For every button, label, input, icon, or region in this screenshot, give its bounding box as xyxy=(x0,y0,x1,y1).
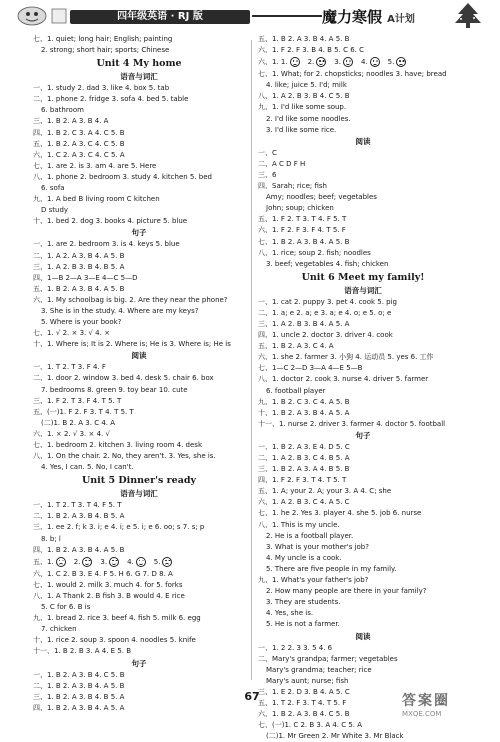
unit-title: Unit 6 Meet my family! xyxy=(301,271,425,283)
answer-line: 九、1. What's your father's job? xyxy=(258,576,369,585)
answer-line: 九、1. B 2. C 3. C 4. A 5. B xyxy=(258,397,350,406)
answer-line: 6. football player xyxy=(266,386,326,395)
answer-line: 十、1. B 2. A 3. B 4. A 5. A xyxy=(258,408,350,417)
answer-line: 一、1. B 2. A 3. B 4. C 5. B xyxy=(33,670,125,679)
face-number: 1. xyxy=(47,557,54,566)
answer-line: 五、1. F 2. T 3. T 4. F 5. T xyxy=(258,215,347,224)
answer-line: 3. They are students. xyxy=(266,598,341,607)
face-number: 4. xyxy=(360,58,368,67)
answer-line: Amy; noodles; beef; vegetables xyxy=(266,193,377,202)
section-heading: 句子 xyxy=(131,658,147,668)
answer-line: 三、1. ee 2. f; k 3. i; e 4. i; e 5. i; e 6. oo; s 7. s; p xyxy=(33,523,205,532)
answer-line: 一、C xyxy=(258,148,277,157)
answer-line: 5. He is not a farmer. xyxy=(266,620,340,629)
answer-line: 8. b; l xyxy=(41,534,61,543)
answer-line: 五、1. A; your 2. A; your 3. A 4. C; she xyxy=(258,487,392,496)
face-row-prefix: 五、 xyxy=(33,557,47,566)
answer-line: (二)1. Mr Green 2. Mr White 3. Mr Black xyxy=(266,732,404,741)
section-heading: 阅读 xyxy=(355,631,371,641)
answer-line: 5. There are five people in my family. xyxy=(266,564,397,573)
face-number: 2. xyxy=(307,58,315,67)
section-heading: 句子 xyxy=(131,228,147,238)
face-number: 5. xyxy=(153,557,161,566)
section-heading: 语音与词汇 xyxy=(120,489,158,499)
face-answer-row xyxy=(258,56,468,69)
answer-line: 3. beef; vegetables 4. fish; chicken xyxy=(266,259,389,268)
answer-line: 五、1. B 2. A 3. B 4. A 5. B xyxy=(258,35,350,43)
sad-face-icon xyxy=(370,57,380,67)
answer-line: 六、1. × 2. √ 3. × 4. √ xyxy=(33,429,110,438)
watermark-title: 答案圈 xyxy=(402,693,450,709)
answer-line: 七、1. are 2. is 3. am 4. are 5. Here xyxy=(33,161,157,170)
answer-line: 2. strong; short hair; sports; Chinese xyxy=(41,46,170,55)
answer-line: 6. sofa xyxy=(41,184,65,193)
answer-line: 十一、1. nurse 2. driver 3. farmer 4. doctor 5. football xyxy=(258,419,446,428)
grade-subject-label: 四年级英语 · RJ 版 xyxy=(117,11,203,22)
answer-line: 五、1. B 2. A 3. C 4. A xyxy=(258,342,334,351)
answer-line: 二、1. phone 2. fridge 3. sofa 4. bed 5. table xyxy=(33,95,189,104)
face-number: 1. xyxy=(280,58,288,67)
answer-line: 5. Where is your book? xyxy=(41,318,122,327)
answer-line: 3. I'd like some rice. xyxy=(266,125,337,134)
answer-line: 六、1. My schoolbag is big. 2. Are they near the phone? xyxy=(33,295,228,304)
section-heading: 阅读 xyxy=(355,136,371,146)
answer-line: 七、1. would 2. milk 3. much 4. for 5. forks xyxy=(33,580,183,589)
smiley-face-icon xyxy=(316,57,326,67)
answer-line: 七、1—C 2—D 3—A 4—E 5—B xyxy=(258,364,363,373)
answer-line: 八、1. On the chair. 2. No, they aren't. 3. Yes, she is. xyxy=(33,452,216,461)
answer-line: 二、A C D F H xyxy=(258,159,306,168)
answer-line: 四、1. B 2. C 3. A 4. C 5. B xyxy=(33,128,125,137)
answer-line: 十、1. bed 2. dog 3. books 4. picture 5. blue xyxy=(33,217,188,226)
unit-title: Unit 4 My home xyxy=(96,58,182,70)
answer-line: 二、Mary's grandpa; farmer; vegetables xyxy=(258,654,398,663)
answer-line: 6. bathroom xyxy=(41,106,84,115)
answer-line: 八、1. rice; soup 2. fish; noodles xyxy=(258,248,371,257)
unit-title: Unit 5 Dinner's ready xyxy=(81,475,197,487)
answer-line: 三、1. A 2. B 3. B 4. B 5. A xyxy=(33,262,125,271)
header-rule xyxy=(252,15,322,17)
face-answer-line: 六、1. F 2. F 3. B 4. B 5. C 6. C xyxy=(258,46,364,55)
face-number: 4. xyxy=(127,557,134,566)
answer-line: 三、1. A 2. B 3. B 4. A 5. A xyxy=(258,319,350,328)
column-divider xyxy=(251,40,252,680)
smiley-face-icon xyxy=(82,557,92,567)
answer-line: 六、1. B 2. A 3. B 4. C 5. B xyxy=(258,710,350,719)
face-answer-row xyxy=(33,556,245,569)
section-heading: 语音与词汇 xyxy=(344,285,382,295)
brand-name: 魔力寒假 xyxy=(322,8,383,26)
book-logo-icon xyxy=(12,3,70,27)
answer-line: 十、1. Where is; It is 2. Where is; He is 3. Where is; He is xyxy=(33,340,231,349)
answer-line: 4. like; juice 5. I'd; milk xyxy=(266,81,347,90)
answer-line: 一、1. T 2. T 3. F 4. F xyxy=(33,363,106,372)
sad-face-icon xyxy=(290,57,300,67)
answer-line: 四、1. B 2. A 3. B 4. A 5. A xyxy=(33,703,125,712)
sad-face-icon xyxy=(162,557,172,567)
answer-line: 五、1. T 2. F 3. T 4. T 5. F xyxy=(258,698,347,707)
answer-line: 四、1. uncle 2. doctor 3. driver 4. cook xyxy=(258,331,393,340)
answer-line: (二)1. B 2. A 3. C 4. A xyxy=(41,418,116,427)
answer-line: 二、1. B 2. A 3. B 4. A 5. B xyxy=(33,681,125,690)
answer-line: 4. My uncle is a cook. xyxy=(266,553,342,562)
answer-line: 2. I'd like some noodles. xyxy=(266,114,351,123)
answer-line: John; soup; chicken xyxy=(266,204,334,213)
answer-line: 一、1. cat 2. puppy 3. pet 4. cook 5. pig xyxy=(258,297,398,306)
answer-line: 六、1. A 2. B 3. C 4. A 5. C xyxy=(258,498,350,507)
answer-line: 一、1. 2 2. 3 3. 5 4. 6 xyxy=(258,643,333,652)
answer-line: 六、1. she 2. farmer 3. 小狗 4. 运动员 5. yes 6. 工作 xyxy=(258,353,434,362)
sad-face-icon xyxy=(56,557,66,567)
smiley-face-icon xyxy=(136,557,146,567)
answer-line: 二、1. A 2. B 3. C 4. B 5. A xyxy=(258,454,350,462)
answer-line: 2. He is a football player. xyxy=(266,531,354,540)
answer-column-left xyxy=(33,34,245,714)
answer-line: 十一、1. B 2. B 3. A 4. E 5. B xyxy=(33,647,132,656)
answer-line: 八、1. This is my uncle. xyxy=(258,520,340,529)
answer-line: 七、(一)1. C 2. B 3. A 4. C 5. A xyxy=(258,721,363,730)
face-number: 2. xyxy=(73,557,81,566)
answer-line: 二、1. door 2. window 3. bed 4. desk 5. chair 6. box xyxy=(33,374,214,383)
page-number: 67 xyxy=(244,690,260,703)
answer-line: 六、1. C 2. B 3. E 4. F 5. H 6. G 7. D 8. A xyxy=(33,569,173,578)
answer-line: 三、1. B 2. A 3. B 4. A xyxy=(33,117,109,126)
answer-line: 7. bedrooms 8. green 9. toy bear 10. cute xyxy=(41,385,188,394)
answer-line: 七、1. What; for 2. chopsticks; noodles 3. have; bread xyxy=(258,70,447,79)
answer-line: D study xyxy=(41,206,69,215)
answer-line: 八、1. doctor 2. cook 3. nurse 4. driver 5. farmer xyxy=(258,375,429,384)
answer-line: 四、Sarah; rice; fish xyxy=(258,182,327,191)
answer-line: 7. chicken xyxy=(41,625,77,634)
answer-line: 三、1. B 2. A 3. B 4. B 5. A xyxy=(33,692,125,701)
section-heading: 句子 xyxy=(355,430,371,440)
smiley-face-icon xyxy=(343,57,353,67)
watermark xyxy=(402,690,494,722)
answer-line: 九、1. A bed B living room C kitchen xyxy=(33,195,160,204)
answer-line: 八、1. A 2. B 3. B 4. C 5. B xyxy=(258,92,350,101)
answer-line: 二、1. a; e 2. a; e 3. a; e 4. o; e 5. o; e xyxy=(258,308,392,317)
answer-line: 七、1. bedroom 2. kitchen 3. living room 4. desk xyxy=(33,441,203,449)
answer-line: 四、1. B 2. A 3. B 4. A 5. B xyxy=(33,545,125,554)
pine-tree-icon xyxy=(450,2,486,30)
answer-line: 六、1. F 2. F 3. F 4. T 5. F xyxy=(258,226,346,235)
answer-line: 七、1. quiet; long hair; English; painting xyxy=(33,35,173,43)
answer-line: 一、1. are 2. bedroom 3. is 4. keys 5. blue xyxy=(33,240,180,249)
answer-line: 三、1. F 2. T 3. F 4. T 5. T xyxy=(33,396,122,405)
answer-line: 一、1. T 2. T 3. T 4. F 5. T xyxy=(33,501,122,510)
answer-line: 六、1. C 2. A 3. C 4. C 5. A xyxy=(33,150,125,159)
brand-suffix: A计划 xyxy=(387,14,415,25)
smiley-face-icon xyxy=(109,557,119,567)
answer-line: 九、1. bread 2. rice 3. beef 4. fish 5. milk 6. egg xyxy=(33,614,201,623)
answer-line: 八、1. A Thank 2. B fish 3. B would 4. E rice xyxy=(33,591,185,600)
sad-face-icon xyxy=(396,57,406,67)
answer-line: Mary's grandma; teacher; rice xyxy=(266,665,372,674)
brand-title xyxy=(322,6,442,26)
grade-subject-bar xyxy=(70,10,250,24)
page-header xyxy=(0,0,500,30)
section-heading: 语音与词汇 xyxy=(120,72,158,82)
answer-line: 三、1. B 2. A 3. A 4. B 5. B xyxy=(258,465,350,474)
answer-line: 二、1. A 2. A 3. B 4. A 5. B xyxy=(33,251,125,260)
answer-line: 八、1. phone 2. bedroom 3. study 4. kitchen 5. bed xyxy=(33,172,213,181)
answer-line: 三、6 xyxy=(258,170,277,179)
answer-line: 五、1. B 2. A 3. C 4. C 5. B xyxy=(33,139,125,148)
answer-line: 2. How many people are there in your family? xyxy=(266,587,427,596)
answer-line: 3. What is your mother's job? xyxy=(266,542,369,551)
answer-line: 3. She is in the study. 4. Where are my keys? xyxy=(41,306,199,315)
answer-line: 七、1. B 2. A 3. B 4. A 5. B xyxy=(258,237,350,246)
answer-line: 4. Yes, I can. 5. No, I can't. xyxy=(41,463,134,472)
answer-line: Mary's aunt; nurse; fish xyxy=(266,676,349,685)
answer-line: 五、(一)1. F 2. F 3. T 4. T 5. T xyxy=(33,407,134,416)
answer-line: 四、1—B 2—A 3—E 4—C 5—D xyxy=(33,273,138,282)
answer-line: 五、1. B 2. A 3. B 4. A 5. B xyxy=(33,284,125,293)
answer-line: 三、1. E 2. D 3. B 4. A 5. C xyxy=(258,687,350,696)
answer-line: 七、1. he 2. Yes 3. player 4. she 5. job 6. nurse xyxy=(258,509,422,518)
answer-line: 4. Yes, she is. xyxy=(266,609,314,618)
face-number: 3. xyxy=(100,557,108,566)
answer-line: 十、1. rice 2. soup 3. spoon 4. noodles 5. knife xyxy=(33,636,196,645)
answer-line: 一、1. B 2. A 3. E 4. D 5. C xyxy=(258,442,350,451)
answer-line: 七、1. √ 2. × 3. √ 4. × xyxy=(33,329,110,338)
answer-line: 5. C for 6. B is xyxy=(41,603,91,612)
answer-line: 一、1. study 2. dad 3. like 4. box 5. tab xyxy=(33,84,170,93)
face-number: 3. xyxy=(334,58,341,67)
answer-line: 二、1. B 2. A 3. B 4. B 5. A xyxy=(33,512,125,521)
face-number: 5. xyxy=(387,58,395,67)
answer-line: 四、1. F 2. F 3. T 4. T 5. T xyxy=(258,476,347,485)
watermark-url: MXQE.COM xyxy=(402,710,442,718)
answer-column-right xyxy=(258,34,468,742)
section-heading: 阅读 xyxy=(131,351,147,361)
face-row-prefix: 六、1. xyxy=(258,58,281,67)
answer-line: 九、1. I'd like some soup. xyxy=(258,103,347,112)
